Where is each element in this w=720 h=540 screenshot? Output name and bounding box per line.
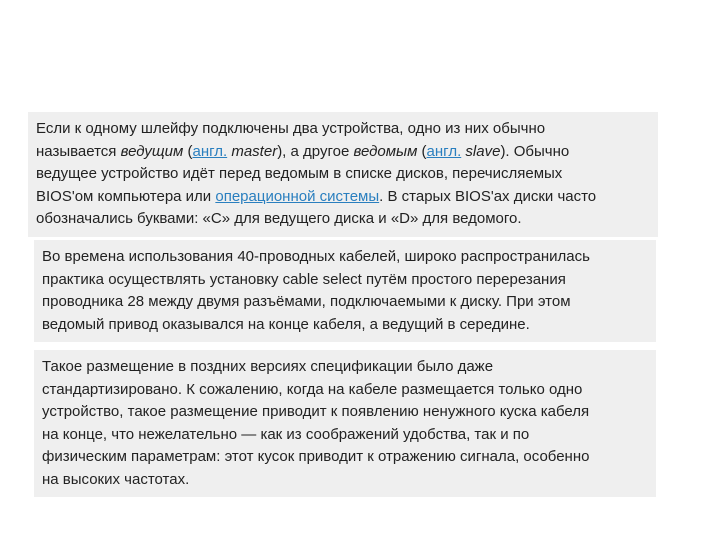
text-fragment: ), а другое	[277, 142, 354, 160]
paragraph1-line-3: ведущее устройство идёт перед ведомым в списке дисков, перечисляемых	[36, 165, 563, 182]
paragraph-standardization	[34, 350, 656, 497]
paragraph3-line: Такое размещение в поздних версиях спецификации было даже	[42, 358, 494, 375]
paragraph3-line: физическим параметрам: этот кусок приводит к отражению сигнала, особенно	[42, 448, 590, 465]
paragraph2-line: Во времена использования 40-проводных кабелей, широко распространилась	[42, 248, 590, 265]
paragraph2-line: проводника 28 между двумя разъёмами, подключаемыми к диску. При этом	[42, 293, 571, 310]
paragraph3-line: устройство, такое размещение приводит к появлению ненужного куска кабеля	[42, 403, 590, 420]
paragraph-cable-select	[34, 240, 656, 342]
text-fragment: ). Обычно	[500, 142, 570, 160]
link-english-1[interactable]: англ.	[192, 142, 228, 160]
text-fragment: BIOS'ом компьютера или	[36, 187, 216, 205]
paragraph1-line-5: обозначались буквами: «C» для ведущего диска и «D» для ведомого.	[36, 210, 522, 227]
paragraph-master-slave	[28, 112, 658, 237]
link-operating-system[interactable]: операционной системы	[215, 187, 380, 205]
paragraph1-line-2	[36, 141, 650, 164]
paragraph1-line-4	[36, 186, 650, 209]
text-fragment: . В старых BIOS'ах диски часто	[379, 187, 597, 205]
term-master-en: master	[231, 142, 278, 160]
paragraph3-line: стандартизировано. К сожалению, когда на кабеле размещается только одно	[42, 380, 583, 398]
text-fragment: называется	[36, 142, 121, 160]
paragraph3-line: на высоких частотах.	[42, 470, 190, 488]
paragraph1-line-1: Если к одному шлейфу подключены два устройства, одно из них обычно	[36, 120, 546, 137]
text-fragment: (	[183, 142, 193, 160]
link-english-2[interactable]: англ.	[426, 142, 462, 160]
paragraph3-line: на конце, что нежелательно — как из соображений удобства, так и по	[42, 425, 530, 443]
term-master-ru: ведущим	[120, 142, 184, 160]
term-slave-en: slave	[465, 142, 501, 160]
paragraph2-line: практика осуществлять установку cable select путём простого перерезания	[42, 270, 566, 288]
paragraph2-line: ведомый привод оказывался на конце кабеля, а ведущий в середине.	[42, 315, 530, 333]
text-fragment: (	[417, 142, 427, 160]
term-slave-ru: ведомым	[353, 142, 418, 160]
